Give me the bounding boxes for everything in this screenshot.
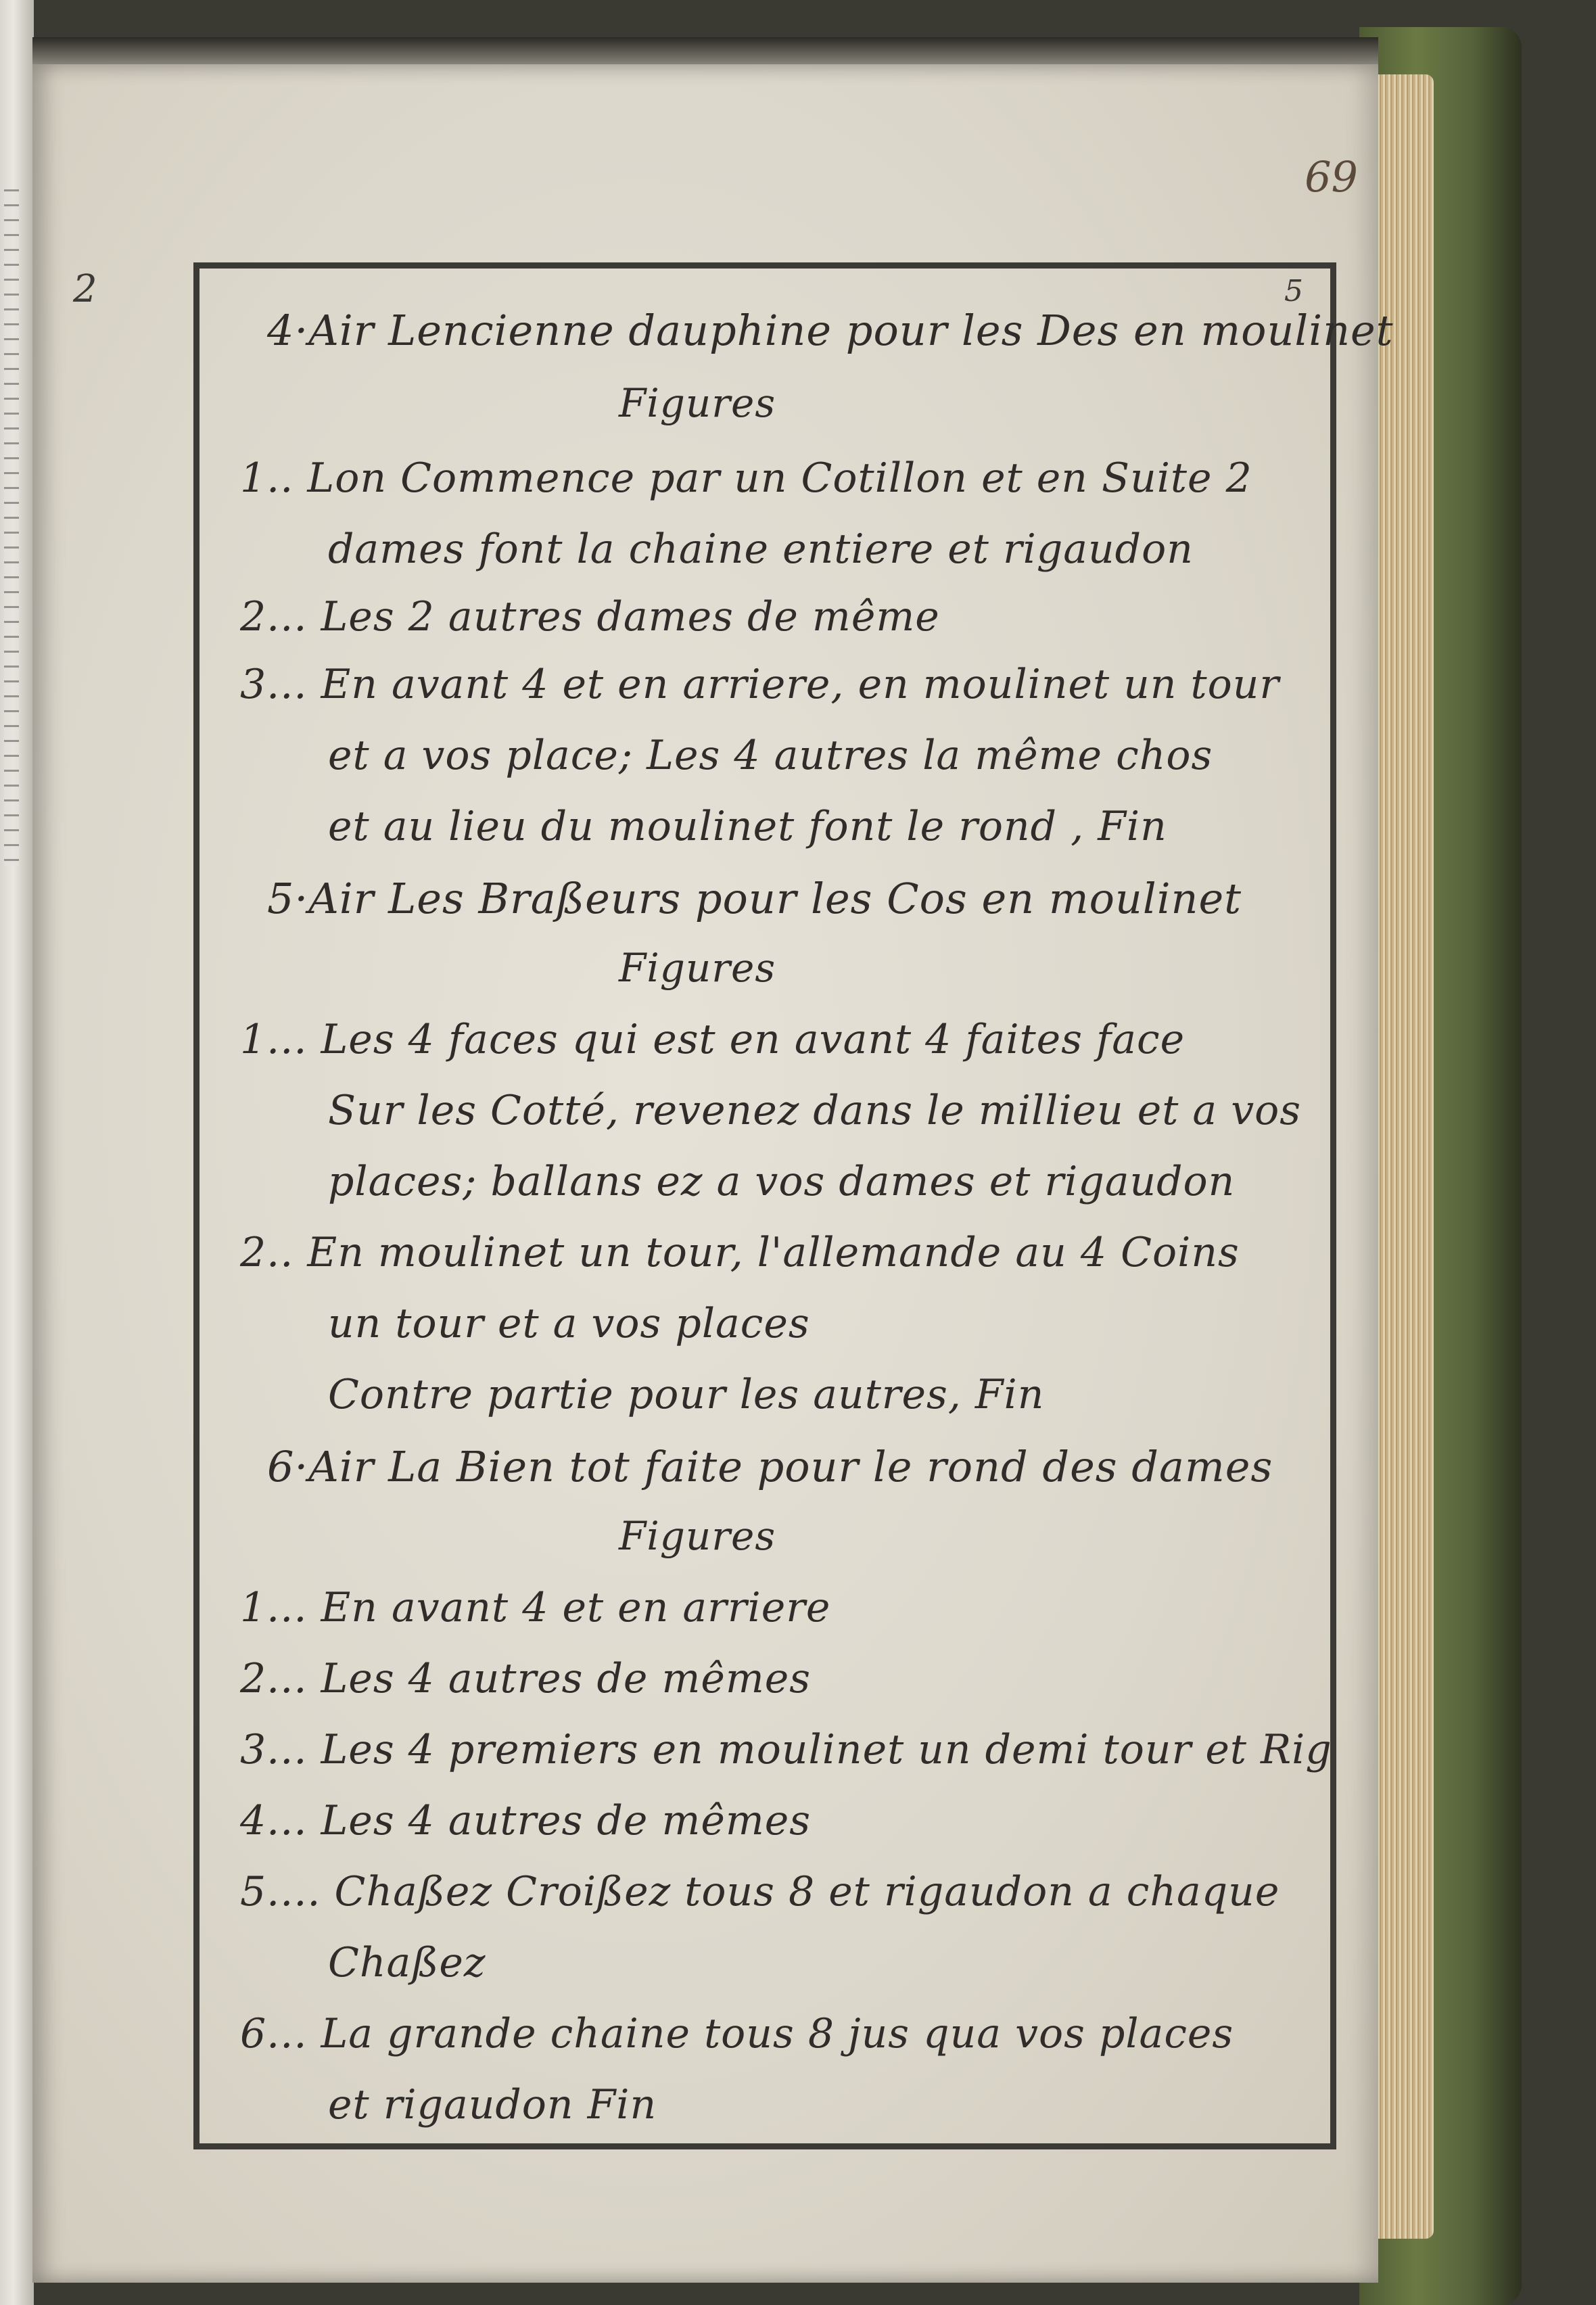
figures-heading: Figures <box>619 1513 776 1559</box>
figure-line: Chaßez <box>328 1939 486 1986</box>
air-6-heading: 6·Air La Bien tot faite pour le rond des dames <box>267 1442 1273 1491</box>
figure-line: et rigaudon Fin <box>328 2081 657 2128</box>
figure-line: 5.... Chaßez Croißez tous 8 et rigaudon a chaque <box>240 1868 1280 1915</box>
figure-line: et a vos place; Les 4 autres la même chos <box>328 732 1213 779</box>
figure-line: 3... En avant 4 et en arriere, en moulinet un tour <box>240 661 1280 708</box>
scale-ruler <box>4 189 19 866</box>
figure-line: 2... Les 2 autres dames de même <box>240 593 940 641</box>
left-page-edge <box>0 0 34 2305</box>
air-5-heading: 5·Air Les Braßeurs pour les Cos en moulinet <box>267 874 1242 923</box>
figure-line: et au lieu du moulinet font le rond , Fin <box>328 803 1167 850</box>
figure-line: Sur les Cotté, revenez dans le millieu et a vos <box>328 1087 1302 1134</box>
figures-heading: Figures <box>619 945 776 991</box>
figure-line: 2.. En moulinet un tour, l'allemande au 4 Coins <box>240 1229 1240 1276</box>
figures-heading: Figures <box>619 380 776 426</box>
air-4-heading: 4·Air Lencienne dauphine pour les Des en moulinet <box>267 306 1394 355</box>
figure-line: 1... Les 4 faces qui est en avant 4 faites face <box>240 1016 1186 1063</box>
figure-line: 1... En avant 4 et en arriere <box>240 1584 831 1631</box>
figure-line: un tour et a vos places <box>328 1300 810 1347</box>
figure-line: 1.. Lon Commence par un Cotillon et en Suite 2 <box>240 455 1252 502</box>
book-page <box>32 64 1394 2283</box>
figure-line: 3... Les 4 premiers en moulinet un demi tour et Rig <box>240 1726 1332 1773</box>
figure-line: Contre partie pour les autres, Fin <box>328 1371 1045 1418</box>
margin-mark: 2 <box>73 267 97 311</box>
figure-line: places; ballans ez a vos dames et rigaudon <box>328 1158 1236 1205</box>
figure-line: 6... La grande chaine tous 8 jus qua vos places <box>240 2010 1234 2057</box>
engraved-frame <box>193 262 1394 2149</box>
figure-line: dames font la chaine entiere et rigaudon <box>328 526 1194 573</box>
plate-number: 5 <box>1284 274 1303 308</box>
figure-line: 4... Les 4 autres de mêmes <box>240 1797 812 1844</box>
figure-line: 2... Les 4 autres de mêmes <box>240 1655 812 1702</box>
folio-number: 69 <box>1305 152 1358 202</box>
